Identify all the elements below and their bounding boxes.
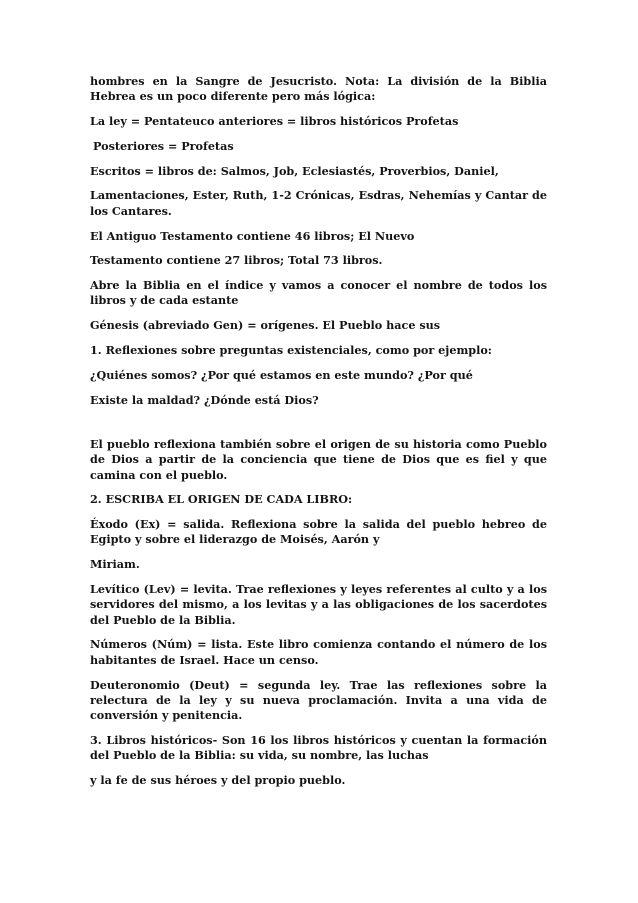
paragraph-libros-historicos: 3. Libros históricos- Son 16 los libros históricos y cuentan la formación del Pueblo de la Biblia: su vida, su nombre, las luchas: [90, 732, 547, 763]
paragraph-escritos: Escritos = libros de: Salmos, Job, Eclesiastés, Proverbios, Daniel,: [90, 163, 499, 178]
paragraph-existe-la-maldad: Existe la maldad? ¿Dónde está Dios?: [90, 392, 319, 407]
paragraph-exodo: Éxodo (Ex) = salida. Reflexiona sobre la salida del pueblo hebreo de Egipto y sobre el liderazgo de Moisés, Aarón y: [90, 517, 547, 547]
paragraph-levitico: Levítico (Lev) = levita. Trae reflexiones y leyes referentes al culto y a los servidores del mismo, a los levitas y a las obligaciones de los sacerdotes del Pueblo de la Biblia.: [90, 582, 547, 627]
paragraph-nuevo-testamento: Testamento contiene 27 libros; Total 73 libros.: [90, 253, 383, 268]
paragraph-posteriores: Posteriores = Profetas: [93, 138, 234, 153]
section-heading-origen: 2. ESCRIBA EL ORIGEN DE CADA LIBRO:: [90, 492, 353, 507]
paragraph-antiguo-testamento: El Antiguo Testamento contiene 46 libros; El Nuevo: [90, 228, 415, 243]
paragraph-quienes-somos: ¿Quiénes somos? ¿Por qué estamos en este mundo? ¿Por qué: [90, 367, 473, 382]
paragraph-abre-la-biblia: Abre la Biblia en el índice y vamos a conocer el nombre de todos los libros y de cada estante: [90, 278, 547, 308]
paragraph-numeros: Números (Núm) = lista. Este libro comienza contando el número de los habitantes de Israel. Hace un censo.: [90, 637, 547, 667]
paragraph-genesis: Génesis (abreviado Gen) = orígenes. El Pueblo hace sus: [90, 318, 441, 333]
paragraph-fe-de-sus-heroes: y la fe de sus héroes y del propio pueblo.: [90, 773, 346, 787]
paragraph-lamentaciones: Lamentaciones, Ester, Ruth, 1-2 Crónicas, Esdras, Nehemías y Cantar de los Cantares.: [90, 188, 547, 218]
paragraph-intro-note: hombres en la Sangre de Jesucristo. Nota: La división de la Biblia Hebrea es un poco diferente pero más lógica:: [90, 74, 547, 104]
paragraph-la-ley: La ley = Pentateuco anteriores = libros históricos Profetas: [90, 114, 459, 129]
paragraph-reflexiones: 1. Reflexiones sobre preguntas existenciales, como por ejemplo:: [90, 343, 492, 358]
paragraph-deuteronomio: Deuteronomio (Deut) = segunda ley. Trae las reflexiones sobre la relectura de la ley y su nueva proclamación. Invita a una vida de conversión y penitencia.: [90, 677, 547, 723]
document-page: [90, 74, 547, 798]
paragraph-miriam: Miriam.: [90, 557, 140, 572]
paragraph-el-pueblo-reflexiona: El pueblo reflexiona también sobre el origen de su historia como Pueblo de Dios a partir de la conciencia que tiene de Dios que es fiel y que camina con el pueblo.: [90, 436, 547, 482]
